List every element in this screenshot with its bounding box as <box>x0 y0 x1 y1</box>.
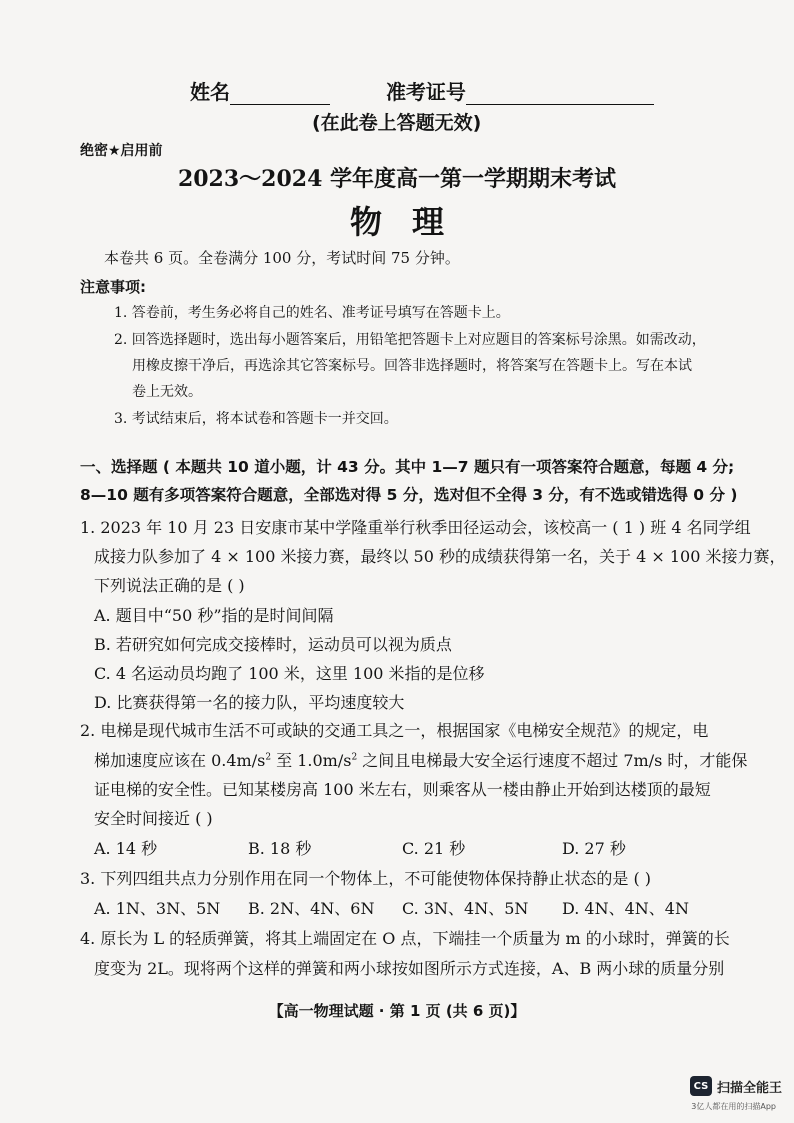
q2-option-d: D. 27 秒 <box>562 839 626 858</box>
q2-superscript: 2 <box>351 752 358 763</box>
q2-stem-part: 梯加速度应该在 0.4m/s <box>94 751 266 770</box>
scanner-tagline: 3亿人都在用的扫描App <box>691 1102 776 1111</box>
name-label: 姓名 <box>190 80 230 104</box>
notice-item: 3. 考试结束后，将本试卷和答题卡一并交回。 <box>114 411 398 427</box>
q1-stem: 1. 2023 年 10 月 23 日安康市某中学隆重举行秋季田径运动会，该校高一 ( 1 ) 班 4 名同学组 <box>80 518 751 537</box>
q3-stem: 3. 下列四组共点力分别作用在同一个物体上，不可能使物体保持静止状态的是 ( ) <box>80 869 652 888</box>
q1-option-c: C. 4 名运动员均跑了 100 米，这里 100 米指的是位移 <box>94 664 485 683</box>
q2-stem <box>94 748 747 771</box>
q2-superscript: 2 <box>265 752 272 763</box>
q2-option-b: B. 18 秒 <box>248 839 312 858</box>
notice-item: 2. 回答选择题时，选出每小题答案后，用铅笔把答题卡上对应题目的答案标号涂黑。如需改动， <box>114 332 706 348</box>
q2-option-c: C. 21 秒 <box>402 839 466 858</box>
page-footer: 【高一物理试题 · 第 1 页 (共 6 页)】 <box>268 1002 526 1020</box>
notice-title: 注意事项: <box>80 278 146 296</box>
scanner-name: 扫描全能王 <box>716 1080 782 1096</box>
invalid-note: (在此卷上答题无效) <box>312 112 482 134</box>
exam-title: 2023～2024 学年度高一第一学期期末考试 <box>177 166 617 192</box>
q2-stem: 证电梯的安全性。已知某楼房高 100 米左右，则乘客从一楼由静止开始到达楼顶的最短 <box>94 780 711 799</box>
id-blank <box>466 84 654 105</box>
q3-option-d: D. 4N、4N、4N <box>562 899 689 918</box>
exam-intro: 本卷共 6 页。全卷满分 100 分，考试时间 75 分钟。 <box>104 249 460 267</box>
q4-stem: 4. 原长为 L 的轻质弹簧，将其上端固定在 O 点，下端挂一个质量为 m 的小球时，弹簧的长 <box>80 929 730 948</box>
notice-item: 1. 答卷前，考生务必将自己的姓名、准考证号填写在答题卡上。 <box>114 305 510 321</box>
section-heading: 一、选择题 ( 本题共 10 道小题，计 43 分。其中 1—7 题只有一项答案符合题意，每题 4 分; <box>80 458 735 476</box>
q2-stem-part: 至 1.0m/s <box>271 751 352 770</box>
q3-option-b: B. 2N、4N、6N <box>248 899 375 918</box>
subject-title: 物理 <box>349 203 474 241</box>
q1-stem: 下列说法正确的是 ( ) <box>94 576 245 595</box>
q2-option-a: A. 14 秒 <box>94 839 158 858</box>
id-label: 准考证号 <box>385 80 466 104</box>
q2-stem-part: 之间且电梯最大安全运行速度不超过 7m/s 时，才能保 <box>357 751 748 770</box>
q1-option-d: D. 比赛获得第一名的接力队，平均速度较大 <box>94 693 405 712</box>
name-blank <box>230 84 330 105</box>
notice-item: 卷上无效。 <box>132 384 202 400</box>
q1-option-a: A. 题目中“50 秒”指的是时间间隔 <box>94 606 334 625</box>
scanner-badge <box>690 1076 782 1096</box>
q2-stem: 安全时间接近 ( ) <box>94 809 213 828</box>
candidate-info-row <box>190 76 654 105</box>
q2-stem: 2. 电梯是现代城市生活不可或缺的交通工具之一，根据国家《电梯安全规范》的规定，电 <box>80 721 709 740</box>
q3-option-a: A. 1N、3N、5N <box>94 899 221 918</box>
q1-option-b: B. 若研究如何完成交接棒时，运动员可以视为质点 <box>94 635 452 654</box>
notice-item: 用橡皮擦干净后，再选涂其它答案标号。回答非选择题时，将答案写在答题卡上。写在本试 <box>132 358 692 374</box>
q4-stem: 度变为 2L。现将两个这样的弹簧和两小球按如图所示方式连接，A、B 两小球的质量分别 <box>94 959 725 978</box>
q3-option-c: C. 3N、4N、5N <box>402 899 529 918</box>
section-heading-cont: 8—10 题有多项答案符合题意，全部选对得 5 分，选对但不全得 3 分，有不选或错选得 0 分 ) <box>80 486 738 504</box>
secret-mark: 绝密★启用前 <box>80 143 163 159</box>
q1-stem: 成接力队参加了 4 × 100 米接力赛，最终以 50 秒的成绩获得第一名，关于 4 × 100 米接力赛， <box>94 547 786 566</box>
scanner-logo-icon: CS <box>690 1076 712 1096</box>
